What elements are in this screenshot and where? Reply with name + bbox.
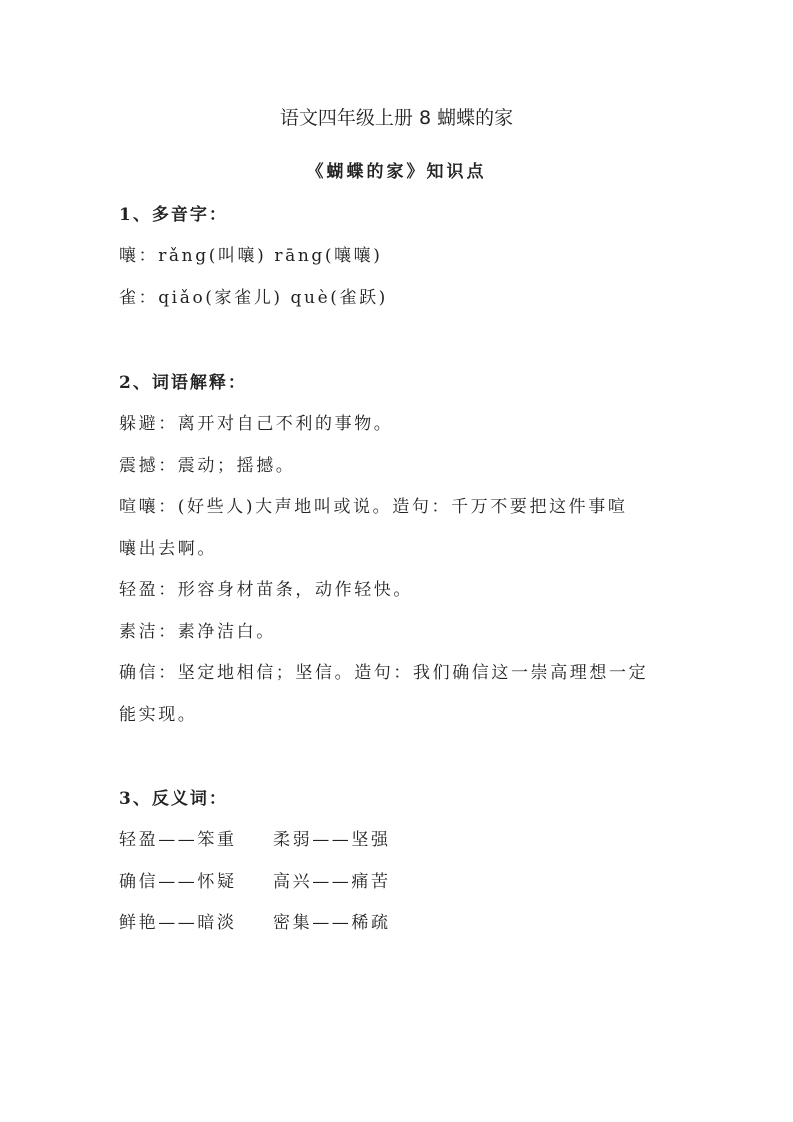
document-title: 语文四年级上册 8 蝴蝶的家 bbox=[279, 107, 514, 129]
section-heading-polyphones: 1、多音字： bbox=[119, 205, 228, 225]
vocabulary-line: 能实现。 bbox=[119, 705, 198, 725]
vocabulary-line: 轻盈：形容身材苗条，动作轻快。 bbox=[119, 580, 413, 600]
antonym-pair: 密集——稀疏 bbox=[273, 913, 391, 933]
polyphone-line: 嚷：rǎng(叫嚷) rāng(嚷嚷) bbox=[119, 246, 383, 266]
section-heading-antonyms: 3、反义词： bbox=[119, 789, 228, 809]
vocabulary-line: 震撼：震动；摇撼。 bbox=[119, 456, 296, 476]
antonym-row bbox=[119, 911, 391, 935]
antonym-pair: 高兴——痛苦 bbox=[273, 872, 391, 892]
antonym-pair: 鲜艳——暗淡 bbox=[119, 913, 237, 933]
document-subtitle: 《蝴蝶的家》知识点 bbox=[306, 162, 487, 182]
vocabulary-line: 确信：坚定地相信；坚信。造句：我们确信这一崇高理想一定 bbox=[119, 663, 649, 683]
vocabulary-line: 躲避：离开对自己不利的事物。 bbox=[119, 414, 394, 434]
antonym-pair: 柔弱——坚强 bbox=[273, 830, 391, 850]
antonym-row bbox=[119, 828, 391, 852]
antonym-pair: 轻盈——笨重 bbox=[119, 830, 237, 850]
polyphone-line: 雀：qiǎo(家雀儿) què(雀跃) bbox=[119, 288, 388, 308]
vocabulary-line: 喧嚷：(好些人)大声地叫或说。造句：千万不要把这件事喧 bbox=[119, 497, 628, 517]
antonym-row bbox=[119, 870, 391, 894]
vocabulary-line: 素洁：素净洁白。 bbox=[119, 622, 276, 642]
vocabulary-line: 嚷出去啊。 bbox=[119, 539, 217, 559]
antonym-pair: 确信——怀疑 bbox=[119, 872, 237, 892]
section-heading-vocabulary: 2、词语解释： bbox=[119, 373, 247, 393]
